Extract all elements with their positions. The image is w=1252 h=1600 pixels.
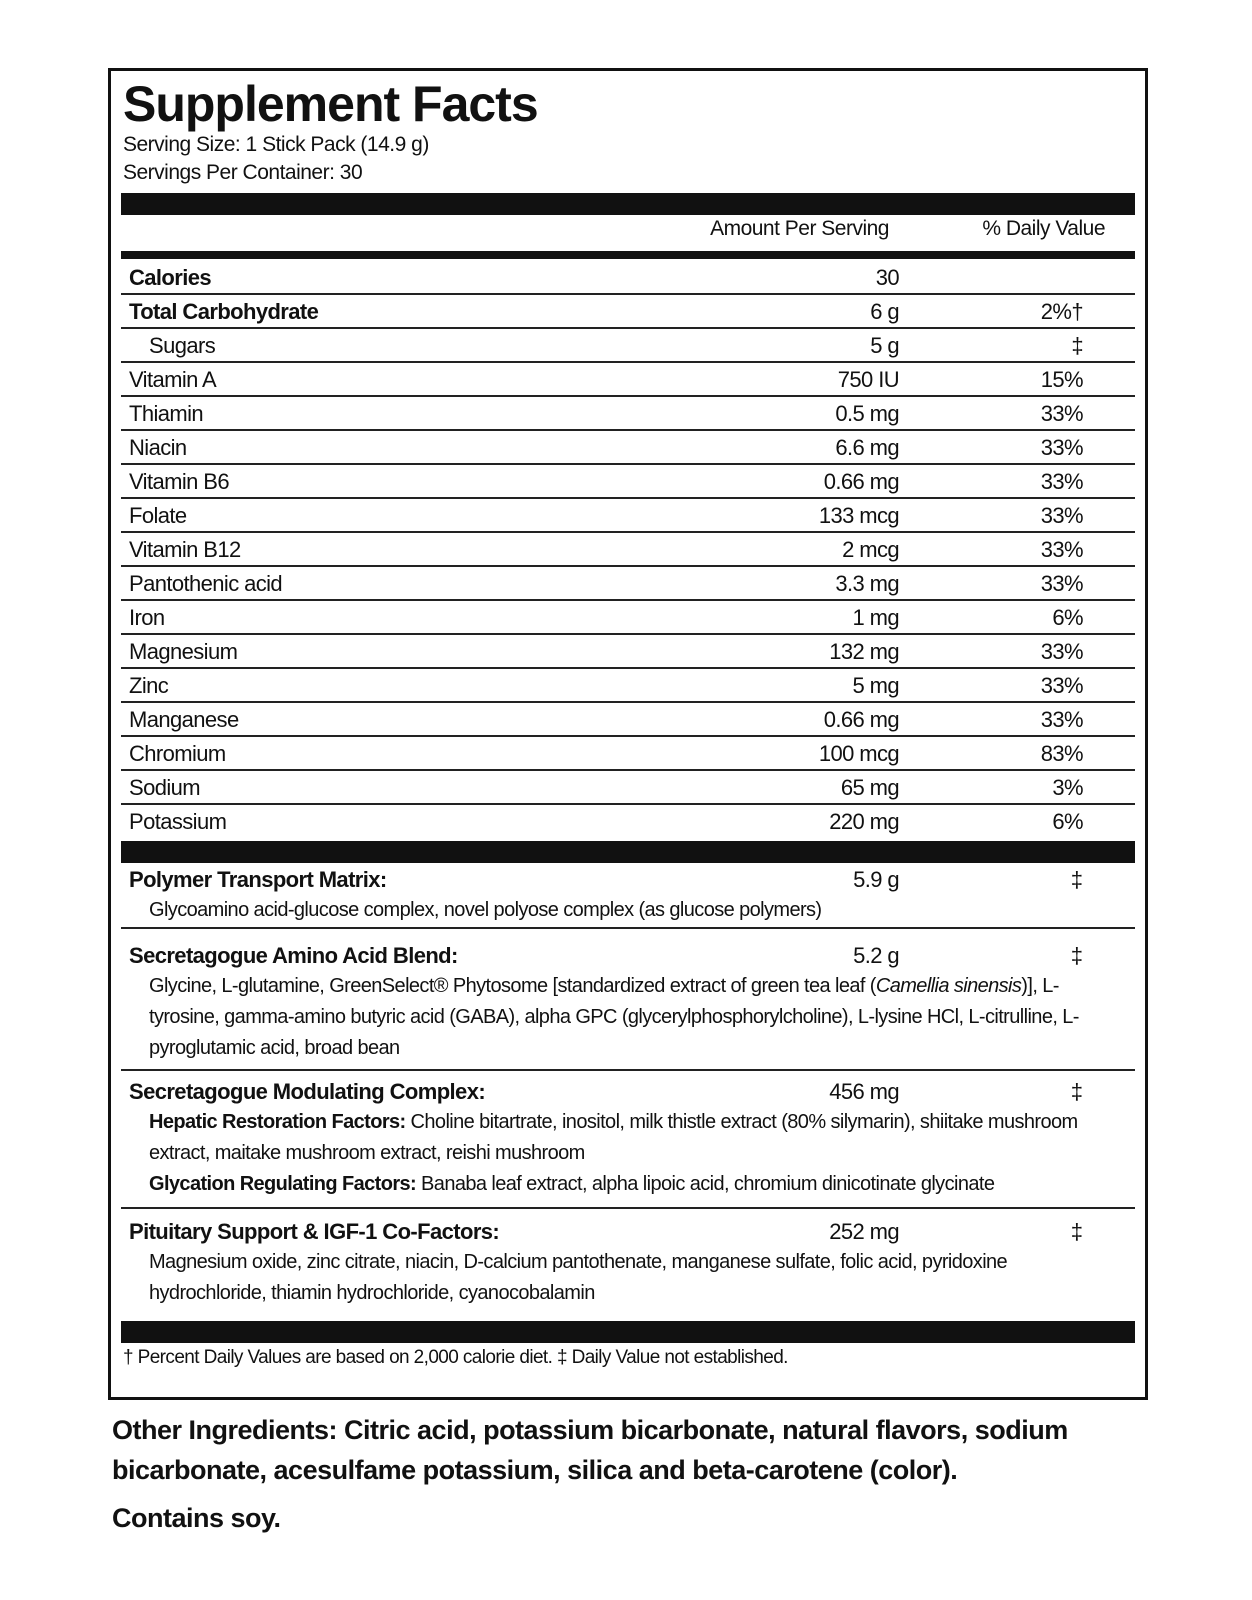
nutrient-row (121, 635, 1135, 669)
nutrient-daily-value: 83% (1040, 741, 1083, 766)
nutrient-name: Vitamin B12 (129, 537, 241, 562)
nutrient-name: Manganese (129, 707, 239, 732)
nutrient-row (121, 261, 1135, 295)
nutrient-row (121, 567, 1135, 601)
nutrient-amount: 0.66 mg (823, 469, 899, 494)
nutrient-amount: 220 mg (829, 809, 899, 834)
nutrient-row (121, 601, 1135, 635)
nutrient-daily-value: 6% (1052, 605, 1083, 630)
blend-amount: 456 mg (829, 1079, 899, 1104)
sub-blend-text: Banaba leaf extract, alpha lipoic acid, chromium dinicotinate glycinate (416, 1173, 995, 1195)
nutrient-amount: 3.3 mg (835, 571, 899, 596)
nutrient-amount: 2 mcg (842, 537, 899, 562)
blend-text (149, 1107, 1089, 1200)
nutrient-name: Potassium (129, 809, 227, 834)
nutrient-daily-value: 15% (1040, 367, 1083, 392)
blend-dv: ‡ (1070, 1079, 1083, 1104)
blend-dv: ‡ (1070, 1219, 1083, 1244)
nutrient-amount: 0.5 mg (835, 401, 899, 426)
blend-text (149, 971, 1089, 1064)
nutrient-row (121, 499, 1135, 533)
blend-text-part: )], L-tyrosine, gamma-amino butyric acid (GABA), alpha GPC (glycerylphosphorylcholine), L-lysine HCl, L-citrulline, L-pyroglutamic acid, broad bean (149, 975, 1079, 1059)
nutrient-daily-value: 33% (1040, 537, 1083, 562)
blend-modulating (121, 1079, 1135, 1203)
blend-amount: 5.2 g (853, 943, 899, 968)
other-ingredients: Other Ingredients: Citric acid, potassium bicarbonate, natural flavors, sodium bicarbonate, acesulfame potassium, silica and beta-carotene (color). (112, 1415, 1068, 1485)
nutrient-name: Sodium (129, 775, 200, 800)
nutrient-daily-value: 6% (1052, 809, 1083, 834)
nutrient-name: Pantothenic acid (129, 571, 283, 596)
amount-per-serving-header: Amount Per Serving (710, 217, 889, 240)
divider-line (121, 1069, 1135, 1071)
nutrient-amount: 100 mcg (818, 741, 899, 766)
thick-divider (121, 841, 1135, 863)
divider-line (121, 927, 1135, 929)
blend-name: Secretagogue Amino Acid Blend: (129, 943, 458, 968)
divider-line (121, 1207, 1135, 1209)
nutrient-amount: 6 g (870, 299, 899, 324)
allergen-statement: Contains soy. (112, 1503, 281, 1533)
nutrient-row (121, 295, 1135, 329)
sub-blend-text: Choline bitartrate, inositol, milk thistle extract (80% silymarin), shiitake mushroom extract, maitake mushroom extract, reishi mushroom (149, 1111, 1078, 1164)
blend-amount: 5.9 g (853, 867, 899, 892)
thick-divider (121, 1321, 1135, 1343)
nutrient-name: Thiamin (129, 401, 204, 426)
blend-amino (121, 943, 1135, 1063)
nutrient-amount: 6.6 mg (835, 435, 899, 460)
nutrient-row (121, 533, 1135, 567)
sub-blend-label: Hepatic Restoration Factors: (149, 1111, 406, 1133)
daily-value-header: % Daily Value (982, 217, 1105, 240)
nutrient-daily-value: 33% (1040, 469, 1083, 494)
nutrient-name: Chromium (129, 741, 226, 766)
nutrient-daily-value: 2%† (1040, 299, 1083, 324)
nutrient-daily-value: 33% (1040, 571, 1083, 596)
nutrient-name: Iron (129, 605, 165, 630)
nutrient-amount: 30 (875, 265, 899, 290)
nutrient-name: Vitamin B6 (129, 469, 229, 494)
blend-dv: ‡ (1070, 943, 1083, 968)
thick-divider (121, 193, 1135, 215)
blend-amount: 252 mg (829, 1219, 899, 1244)
nutrient-row (121, 329, 1135, 363)
nutrient-amount: 132 mg (829, 639, 899, 664)
nutrient-daily-value: 3% (1052, 775, 1083, 800)
nutrient-daily-value: 33% (1040, 401, 1083, 426)
blend-text: Glycoamino acid-glucose complex, novel polyose complex (as glucose polymers) (149, 899, 822, 921)
nutrient-amount: 5 mg (852, 673, 899, 698)
blend-name: Secretagogue Modulating Complex: (129, 1079, 486, 1104)
nutrient-amount: 65 mg (840, 775, 899, 800)
nutrient-name: Niacin (129, 435, 187, 460)
nutrient-row (121, 397, 1135, 431)
blend-name: Pituitary Support & IGF-1 Co-Factors: (129, 1219, 500, 1244)
nutrient-name: Calories (129, 265, 212, 290)
blend-text-part: Glycine, L-glutamine, GreenSelect® Phytosome [standardized extract of green tea leaf ( (149, 975, 876, 997)
nutrient-name: Zinc (129, 673, 169, 698)
footnote: † Percent Daily Values are based on 2,000 calorie diet. ‡ Daily Value not established. (123, 1347, 788, 1368)
blend-name: Polymer Transport Matrix: (129, 867, 387, 892)
nutrient-daily-value: 33% (1040, 639, 1083, 664)
nutrient-daily-value: 33% (1040, 503, 1083, 528)
nutrient-row (121, 771, 1135, 805)
serving-size: Serving Size: 1 Stick Pack (14.9 g) (123, 133, 429, 156)
nutrient-row (121, 363, 1135, 397)
blend-text: Magnesium oxide, zinc citrate, niacin, D-calcium pantothenate, manganese sulfate, folic acid, pyridoxine hydrochloride, thiamin hydrochloride, cyanocobalamin (149, 1251, 1008, 1304)
nutrient-name: Sugars (149, 333, 216, 358)
nutrient-amount: 750 IU (837, 367, 899, 392)
nutrient-amount: 1 mg (852, 605, 899, 630)
supplement-facts-panel (108, 68, 1148, 1400)
nutrient-row (121, 737, 1135, 771)
blend-dv: ‡ (1070, 867, 1083, 892)
nutrient-amount: 133 mcg (818, 503, 899, 528)
nutrient-daily-value: 33% (1040, 673, 1083, 698)
medium-divider (121, 251, 1135, 259)
panel-title: Supplement Facts (123, 76, 538, 132)
nutrient-daily-value: ‡ (1071, 333, 1083, 358)
nutrient-amount: 0.66 mg (823, 707, 899, 732)
nutrient-name: Folate (129, 503, 187, 528)
nutrient-row (121, 431, 1135, 465)
blend-text-italic: Camellia sinensis (875, 975, 1022, 997)
nutrient-amount: 5 g (870, 333, 899, 358)
nutrient-daily-value: 33% (1040, 435, 1083, 460)
nutrient-rows (121, 261, 1135, 839)
nutrient-name: Total Carbohydrate (129, 299, 319, 324)
nutrient-row (121, 805, 1135, 839)
sub-blend-label: Glycation Regulating Factors: (149, 1173, 417, 1195)
nutrient-row (121, 669, 1135, 703)
nutrient-name: Vitamin A (129, 367, 217, 392)
nutrient-daily-value: 33% (1040, 707, 1083, 732)
blend-polymer (121, 867, 1135, 925)
servings-per-container: Servings Per Container: 30 (123, 161, 363, 184)
blend-pituitary (121, 1219, 1135, 1315)
nutrient-name: Magnesium (129, 639, 238, 664)
nutrient-row (121, 465, 1135, 499)
nutrient-row (121, 703, 1135, 737)
